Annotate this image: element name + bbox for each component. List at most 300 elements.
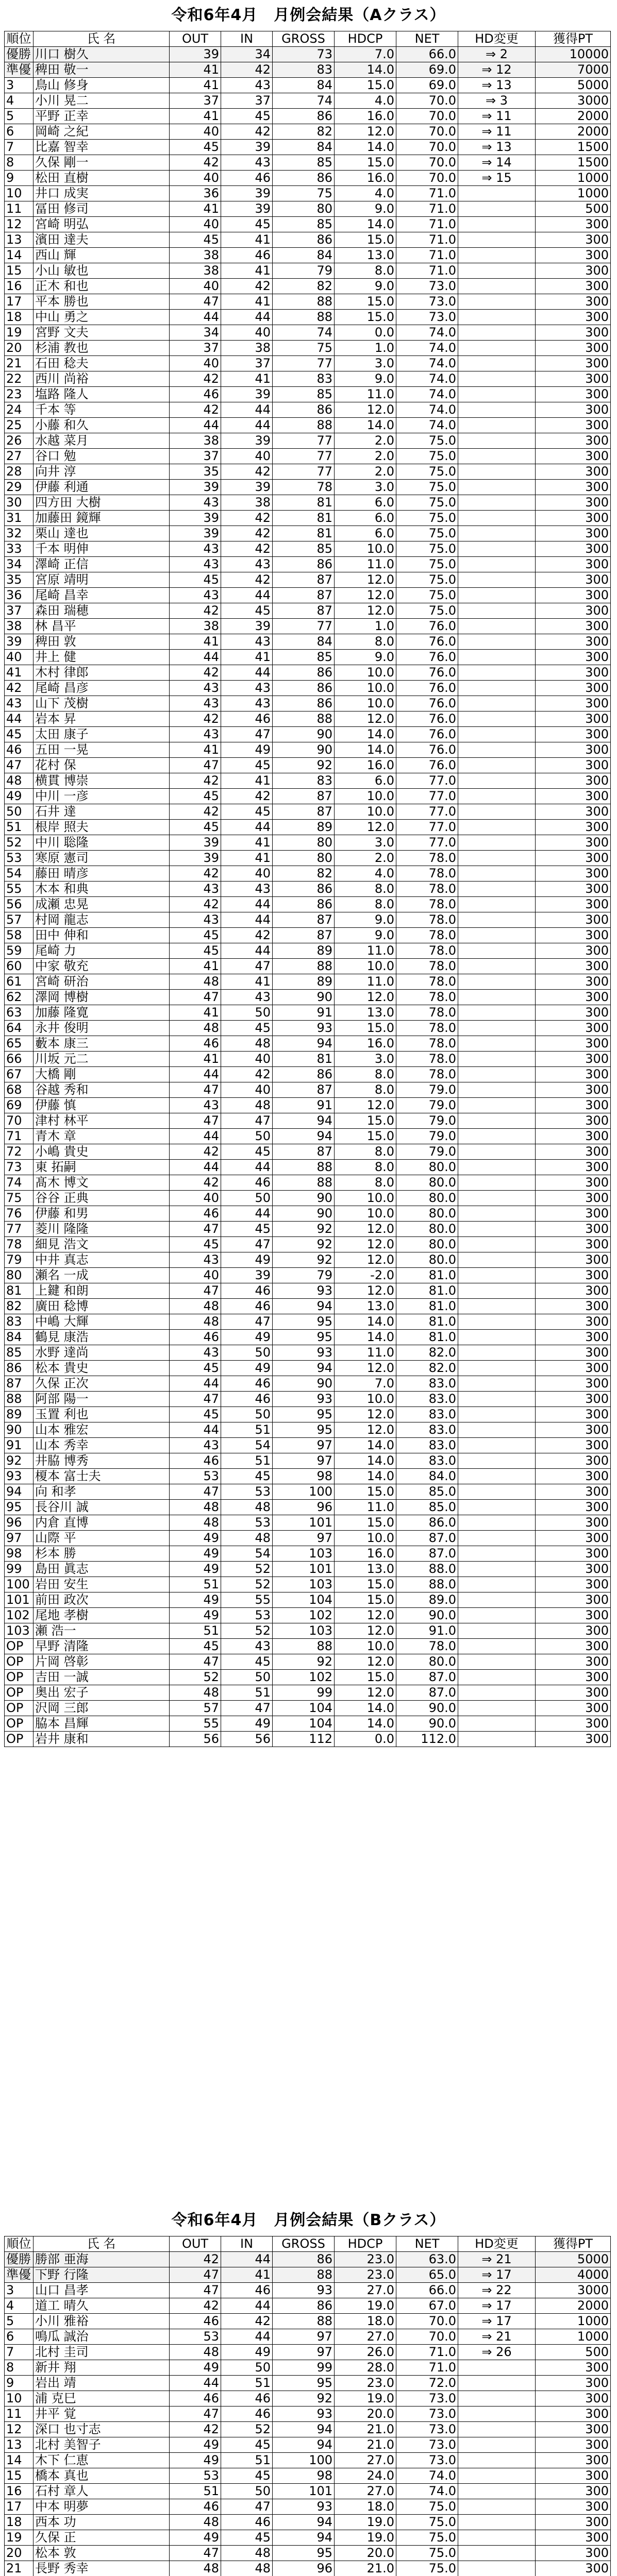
hd-change-cell bbox=[458, 2530, 536, 2546]
out-cell: 57 bbox=[170, 1701, 221, 1716]
name-cell: 岩出 靖 bbox=[34, 2376, 170, 2391]
gross-cell: 100 bbox=[273, 2453, 335, 2468]
rank-cell: 13 bbox=[5, 2437, 34, 2453]
net-cell: 70.0 bbox=[396, 171, 458, 186]
name-cell: 西山 輝 bbox=[34, 248, 170, 263]
hd-change-cell bbox=[458, 1191, 536, 1206]
name-cell: 西川 尚裕 bbox=[34, 371, 170, 387]
hdcp-cell: 10.0 bbox=[335, 1191, 396, 1206]
points-cell: 300 bbox=[536, 217, 611, 232]
hdcp-cell: 13.0 bbox=[335, 1005, 396, 1021]
hdcp-cell: 15.0 bbox=[335, 1021, 396, 1036]
rank-cell: 56 bbox=[5, 897, 34, 912]
rank-cell: 100 bbox=[5, 1577, 34, 1592]
gross-cell: 82 bbox=[273, 866, 335, 882]
rank-cell: 18 bbox=[5, 2515, 34, 2530]
hdcp-cell: 9.0 bbox=[335, 279, 396, 294]
section-title: 令和6年4月 月例会結果（Aクラス） bbox=[171, 6, 446, 24]
in-cell: 44 bbox=[221, 2329, 273, 2345]
rank-cell: 9 bbox=[5, 2376, 34, 2391]
in-cell: 45 bbox=[221, 1469, 273, 1484]
in-cell: 42 bbox=[221, 279, 273, 294]
points-cell: 300 bbox=[536, 1500, 611, 1515]
rank-cell: 72 bbox=[5, 1144, 34, 1160]
name-cell: 井脇 博秀 bbox=[34, 1453, 170, 1469]
in-cell: 48 bbox=[221, 1098, 273, 1113]
hdcp-cell: 12.0 bbox=[335, 588, 396, 603]
in-cell: 37 bbox=[221, 93, 273, 109]
in-cell: 45 bbox=[221, 1222, 273, 1237]
hdcp-cell: 12.0 bbox=[335, 603, 396, 619]
hdcp-cell: 10.0 bbox=[335, 665, 396, 681]
rank-cell: 65 bbox=[5, 1036, 34, 1052]
hdcp-cell: 4.0 bbox=[335, 186, 396, 201]
points-cell: 300 bbox=[536, 1160, 611, 1175]
gross-cell: 103 bbox=[273, 1577, 335, 1592]
table-row bbox=[5, 1685, 611, 1701]
points-cell: 300 bbox=[536, 418, 611, 433]
table-row bbox=[5, 2437, 611, 2453]
points-cell: 300 bbox=[536, 2468, 611, 2484]
table-row bbox=[5, 1330, 611, 1345]
hdcp-cell: 12.0 bbox=[335, 1685, 396, 1701]
gross-cell: 86 bbox=[273, 232, 335, 248]
name-cell: 青木 章 bbox=[34, 1129, 170, 1144]
points-cell: 300 bbox=[536, 480, 611, 495]
in-cell: 44 bbox=[221, 402, 273, 418]
gross-cell: 87 bbox=[273, 588, 335, 603]
gross-cell: 95 bbox=[273, 1422, 335, 1438]
out-cell: 42 bbox=[170, 711, 221, 727]
hdcp-cell: 2.0 bbox=[335, 433, 396, 449]
name-cell: 永井 俊明 bbox=[34, 1021, 170, 1036]
in-cell: 46 bbox=[221, 1299, 273, 1314]
points-cell: 300 bbox=[536, 1469, 611, 1484]
out-cell: 49 bbox=[170, 2437, 221, 2453]
hdcp-cell: 28.0 bbox=[335, 2360, 396, 2376]
hdcp-cell: 11.0 bbox=[335, 943, 396, 959]
rank-cell: OP bbox=[5, 1670, 34, 1685]
rank-cell: 62 bbox=[5, 990, 34, 1005]
in-cell: 41 bbox=[221, 371, 273, 387]
rank-cell: 23 bbox=[5, 387, 34, 402]
net-cell: 71.0 bbox=[396, 186, 458, 201]
points-cell: 300 bbox=[536, 1453, 611, 1469]
gross-cell: 87 bbox=[273, 789, 335, 804]
hd-change-cell bbox=[458, 773, 536, 789]
rank-cell: 91 bbox=[5, 1438, 34, 1453]
rank-cell: 37 bbox=[5, 603, 34, 619]
hdcp-cell: 0.0 bbox=[335, 325, 396, 341]
in-cell: 44 bbox=[221, 665, 273, 681]
hdcp-cell: 2.0 bbox=[335, 449, 396, 464]
rank-cell: 40 bbox=[5, 650, 34, 665]
gross-cell: 93 bbox=[273, 1345, 335, 1361]
points-cell: 300 bbox=[536, 1592, 611, 1608]
points-cell: 300 bbox=[536, 1515, 611, 1531]
in-cell: 45 bbox=[221, 109, 273, 124]
rank-cell: 12 bbox=[5, 2422, 34, 2437]
in-cell: 42 bbox=[221, 62, 273, 78]
hdcp-cell: 12.0 bbox=[335, 1237, 396, 1252]
rank-cell: 57 bbox=[5, 912, 34, 928]
out-cell: 40 bbox=[170, 217, 221, 232]
hd-change-cell bbox=[458, 325, 536, 341]
rank-cell: 9 bbox=[5, 171, 34, 186]
net-cell: 76.0 bbox=[396, 619, 458, 634]
name-cell: 内倉 直博 bbox=[34, 1515, 170, 1531]
in-cell: 44 bbox=[221, 820, 273, 835]
hd-change-cell bbox=[458, 1531, 536, 1546]
hd-change-cell bbox=[458, 1160, 536, 1175]
rank-cell: 51 bbox=[5, 820, 34, 835]
out-cell: 43 bbox=[170, 727, 221, 742]
out-cell: 49 bbox=[170, 2453, 221, 2468]
net-cell: 75.0 bbox=[396, 2561, 458, 2576]
out-cell: 47 bbox=[170, 758, 221, 773]
table-row bbox=[5, 2267, 611, 2283]
out-cell: 41 bbox=[170, 109, 221, 124]
hd-change-cell bbox=[458, 2561, 536, 2576]
points-cell: 300 bbox=[536, 1562, 611, 1577]
name-cell: 早野 清隆 bbox=[34, 1639, 170, 1654]
in-cell: 51 bbox=[221, 1422, 273, 1438]
gross-cell: 88 bbox=[273, 310, 335, 325]
points-cell: 300 bbox=[536, 773, 611, 789]
net-cell: 91.0 bbox=[396, 1623, 458, 1639]
out-cell: 40 bbox=[170, 171, 221, 186]
points-cell: 300 bbox=[536, 2437, 611, 2453]
in-cell: 45 bbox=[221, 217, 273, 232]
name-cell: 阿部 陽一 bbox=[34, 1392, 170, 1407]
points-cell: 300 bbox=[536, 619, 611, 634]
net-cell: 76.0 bbox=[396, 650, 458, 665]
hdcp-cell: 14.0 bbox=[335, 62, 396, 78]
hdcp-cell: 15.0 bbox=[335, 1515, 396, 1531]
points-cell: 300 bbox=[536, 341, 611, 356]
name-cell: 寒原 憲司 bbox=[34, 851, 170, 866]
points-cell: 1500 bbox=[536, 140, 611, 155]
hdcp-cell: 3.0 bbox=[335, 835, 396, 851]
out-cell: 49 bbox=[170, 2530, 221, 2546]
net-cell: 71.0 bbox=[396, 201, 458, 217]
table-row bbox=[5, 928, 611, 943]
gross-cell: 93 bbox=[273, 1021, 335, 1036]
gross-cell: 81 bbox=[273, 511, 335, 526]
header-hd-change: HD変更 bbox=[458, 31, 536, 47]
name-cell: 水野 達尚 bbox=[34, 1345, 170, 1361]
in-cell: 42 bbox=[221, 464, 273, 480]
net-cell: 69.0 bbox=[396, 62, 458, 78]
in-cell: 45 bbox=[221, 1654, 273, 1670]
rank-cell: 19 bbox=[5, 2530, 34, 2546]
points-cell: 1500 bbox=[536, 155, 611, 171]
points-cell: 300 bbox=[536, 804, 611, 820]
out-cell: 43 bbox=[170, 912, 221, 928]
gross-cell: 95 bbox=[273, 2376, 335, 2391]
table-row bbox=[5, 974, 611, 990]
table-row bbox=[5, 1422, 611, 1438]
table-row bbox=[5, 279, 611, 294]
net-cell: 75.0 bbox=[396, 526, 458, 541]
table-row bbox=[5, 1237, 611, 1252]
hdcp-cell: 8.0 bbox=[335, 897, 396, 912]
hdcp-cell: 10.0 bbox=[335, 1639, 396, 1654]
gross-cell: 81 bbox=[273, 1052, 335, 1067]
in-cell: 41 bbox=[221, 2267, 273, 2283]
out-cell: 38 bbox=[170, 433, 221, 449]
header-name: 氏 名 bbox=[34, 2236, 170, 2252]
table-row bbox=[5, 217, 611, 232]
rank-cell: 27 bbox=[5, 449, 34, 464]
in-cell: 34 bbox=[221, 47, 273, 62]
in-cell: 49 bbox=[221, 742, 273, 758]
rank-cell: 75 bbox=[5, 1191, 34, 1206]
name-cell: 廣田 稔博 bbox=[34, 1299, 170, 1314]
hd-change-cell bbox=[458, 897, 536, 912]
net-cell: 79.0 bbox=[396, 1098, 458, 1113]
in-cell: 46 bbox=[221, 2515, 273, 2530]
hd-change-cell bbox=[458, 2391, 536, 2406]
net-cell: 73.0 bbox=[396, 2391, 458, 2406]
hdcp-cell: 6.0 bbox=[335, 495, 396, 511]
points-cell: 300 bbox=[536, 1546, 611, 1562]
out-cell: 45 bbox=[170, 1361, 221, 1376]
out-cell: 40 bbox=[170, 1268, 221, 1283]
gross-cell: 83 bbox=[273, 773, 335, 789]
net-cell: 70.0 bbox=[396, 124, 458, 140]
hdcp-cell: 12.0 bbox=[335, 1098, 396, 1113]
in-cell: 37 bbox=[221, 356, 273, 371]
name-cell: 成瀬 忠晃 bbox=[34, 897, 170, 912]
in-cell: 50 bbox=[221, 1345, 273, 1361]
out-cell: 48 bbox=[170, 1299, 221, 1314]
out-cell: 42 bbox=[170, 603, 221, 619]
hd-change-cell bbox=[458, 912, 536, 928]
out-cell: 40 bbox=[170, 279, 221, 294]
gross-cell: 87 bbox=[273, 603, 335, 619]
points-cell: 300 bbox=[536, 1639, 611, 1654]
in-cell: 44 bbox=[221, 1160, 273, 1175]
hdcp-cell: 16.0 bbox=[335, 171, 396, 186]
gross-cell: 85 bbox=[273, 155, 335, 171]
net-cell: 74.0 bbox=[396, 325, 458, 341]
rank-cell: 76 bbox=[5, 1206, 34, 1222]
name-cell: 菱川 隆隆 bbox=[34, 1222, 170, 1237]
gross-cell: 92 bbox=[273, 758, 335, 773]
hd-change-cell bbox=[458, 1129, 536, 1144]
out-cell: 47 bbox=[170, 1484, 221, 1500]
out-cell: 39 bbox=[170, 47, 221, 62]
hdcp-cell: 12.0 bbox=[335, 1407, 396, 1422]
out-cell: 42 bbox=[170, 155, 221, 171]
hdcp-cell: 20.0 bbox=[335, 2546, 396, 2561]
out-cell: 41 bbox=[170, 1052, 221, 1067]
hdcp-cell: 6.0 bbox=[335, 511, 396, 526]
gross-cell: 88 bbox=[273, 294, 335, 310]
gross-cell: 87 bbox=[273, 912, 335, 928]
hd-change-cell: ⇒ 21 bbox=[458, 2329, 536, 2345]
table-row bbox=[5, 1191, 611, 1206]
hd-change-cell bbox=[458, 2515, 536, 2530]
out-cell: 43 bbox=[170, 541, 221, 557]
net-cell: 90.0 bbox=[396, 1716, 458, 1732]
rank-cell: 35 bbox=[5, 572, 34, 588]
net-cell: 78.0 bbox=[396, 943, 458, 959]
name-cell: 津村 林平 bbox=[34, 1113, 170, 1129]
table-row bbox=[5, 310, 611, 325]
rank-cell: 81 bbox=[5, 1283, 34, 1299]
in-cell: 45 bbox=[221, 603, 273, 619]
points-cell: 300 bbox=[536, 1206, 611, 1222]
rank-cell: 58 bbox=[5, 928, 34, 943]
out-cell: 44 bbox=[170, 1376, 221, 1392]
gross-cell: 94 bbox=[273, 1113, 335, 1129]
points-cell: 300 bbox=[536, 588, 611, 603]
hd-change-cell bbox=[458, 727, 536, 742]
points-cell: 1000 bbox=[536, 2329, 611, 2345]
gross-cell: 86 bbox=[273, 681, 335, 696]
table-row bbox=[5, 2453, 611, 2468]
points-cell: 300 bbox=[536, 1608, 611, 1623]
hd-change-cell bbox=[458, 943, 536, 959]
out-cell: 46 bbox=[170, 2391, 221, 2406]
points-cell: 300 bbox=[536, 1407, 611, 1422]
rank-cell: 10 bbox=[5, 186, 34, 201]
points-cell: 300 bbox=[536, 943, 611, 959]
name-cell: 千本 等 bbox=[34, 402, 170, 418]
hd-change-cell bbox=[458, 1623, 536, 1639]
rank-cell: 87 bbox=[5, 1376, 34, 1392]
out-cell: 45 bbox=[170, 572, 221, 588]
out-cell: 45 bbox=[170, 1407, 221, 1422]
in-cell: 41 bbox=[221, 650, 273, 665]
header-rank: 順位 bbox=[5, 31, 34, 47]
hdcp-cell: 8.0 bbox=[335, 882, 396, 897]
points-cell: 300 bbox=[536, 2484, 611, 2499]
table-row bbox=[5, 1670, 611, 1685]
net-cell: 66.0 bbox=[396, 2283, 458, 2298]
rank-cell: 7 bbox=[5, 140, 34, 155]
name-cell: 向 和孝 bbox=[34, 1484, 170, 1500]
rank-cell: 45 bbox=[5, 727, 34, 742]
gross-cell: 98 bbox=[273, 1469, 335, 1484]
gross-cell: 94 bbox=[273, 2530, 335, 2546]
table-row bbox=[5, 341, 611, 356]
hd-change-cell bbox=[458, 1082, 536, 1098]
net-cell: 75.0 bbox=[396, 433, 458, 449]
out-cell: 43 bbox=[170, 1252, 221, 1268]
rank-cell: 38 bbox=[5, 619, 34, 634]
hd-change-cell bbox=[458, 1021, 536, 1036]
hdcp-cell: 15.0 bbox=[335, 1670, 396, 1685]
header-net: NET bbox=[396, 2236, 458, 2252]
gross-cell: 97 bbox=[273, 1453, 335, 1469]
in-cell: 39 bbox=[221, 140, 273, 155]
points-cell: 300 bbox=[536, 541, 611, 557]
out-cell: 38 bbox=[170, 263, 221, 279]
table-row bbox=[5, 1500, 611, 1515]
out-cell: 42 bbox=[170, 665, 221, 681]
out-cell: 47 bbox=[170, 1222, 221, 1237]
out-cell: 43 bbox=[170, 1438, 221, 1453]
net-cell: 74.0 bbox=[396, 402, 458, 418]
gross-cell: 86 bbox=[273, 109, 335, 124]
table-row bbox=[5, 1531, 611, 1546]
net-cell: 83.0 bbox=[396, 1407, 458, 1422]
rank-cell: 6 bbox=[5, 124, 34, 140]
hd-change-cell bbox=[458, 742, 536, 758]
rank-cell: 8 bbox=[5, 2360, 34, 2376]
table-row bbox=[5, 1129, 611, 1144]
points-cell: 300 bbox=[536, 402, 611, 418]
table-row bbox=[5, 1160, 611, 1175]
table-row bbox=[5, 248, 611, 263]
table-row bbox=[5, 325, 611, 341]
points-cell: 300 bbox=[536, 1361, 611, 1376]
rank-cell: 3 bbox=[5, 78, 34, 93]
hd-change-cell bbox=[458, 1299, 536, 1314]
hd-change-cell bbox=[458, 1654, 536, 1670]
gross-cell: 100 bbox=[273, 1484, 335, 1500]
hdcp-cell: 15.0 bbox=[335, 1484, 396, 1500]
table-row bbox=[5, 1052, 611, 1067]
in-cell: 39 bbox=[221, 1268, 273, 1283]
table-row bbox=[5, 1639, 611, 1654]
points-cell: 300 bbox=[536, 2453, 611, 2468]
out-cell: 43 bbox=[170, 882, 221, 897]
gross-cell: 86 bbox=[273, 897, 335, 912]
points-cell: 300 bbox=[536, 464, 611, 480]
in-cell: 47 bbox=[221, 2499, 273, 2515]
table-row bbox=[5, 2314, 611, 2329]
net-cell: 76.0 bbox=[396, 634, 458, 650]
in-cell: 40 bbox=[221, 1082, 273, 1098]
net-cell: 75.0 bbox=[396, 495, 458, 511]
hd-change-cell bbox=[458, 341, 536, 356]
name-cell: 塩路 隆人 bbox=[34, 387, 170, 402]
hdcp-cell: 15.0 bbox=[335, 1113, 396, 1129]
in-cell: 38 bbox=[221, 495, 273, 511]
points-cell: 300 bbox=[536, 742, 611, 758]
gross-cell: 104 bbox=[273, 1716, 335, 1732]
name-cell: 岩本 昇 bbox=[34, 711, 170, 727]
gross-cell: 104 bbox=[273, 1592, 335, 1608]
gross-cell: 91 bbox=[273, 1005, 335, 1021]
in-cell: 44 bbox=[221, 1206, 273, 1222]
gross-cell: 94 bbox=[273, 1036, 335, 1052]
in-cell: 41 bbox=[221, 974, 273, 990]
in-cell: 46 bbox=[221, 2391, 273, 2406]
out-cell: 47 bbox=[170, 1654, 221, 1670]
table-row bbox=[5, 1252, 611, 1268]
name-cell: 加藤 隆寛 bbox=[34, 1005, 170, 1021]
hdcp-cell: 15.0 bbox=[335, 155, 396, 171]
points-cell: 4000 bbox=[536, 2267, 611, 2283]
net-cell: 73.0 bbox=[396, 2453, 458, 2468]
rank-cell: 70 bbox=[5, 1113, 34, 1129]
name-cell: 山本 雅宏 bbox=[34, 1422, 170, 1438]
hdcp-cell: 10.0 bbox=[335, 1531, 396, 1546]
in-cell: 40 bbox=[221, 1052, 273, 1067]
out-cell: 46 bbox=[170, 2314, 221, 2329]
out-cell: 49 bbox=[170, 2360, 221, 2376]
rank-cell: 6 bbox=[5, 2329, 34, 2345]
in-cell: 44 bbox=[221, 943, 273, 959]
out-cell: 44 bbox=[170, 650, 221, 665]
rank-cell: 28 bbox=[5, 464, 34, 480]
net-cell: 83.0 bbox=[396, 1376, 458, 1392]
